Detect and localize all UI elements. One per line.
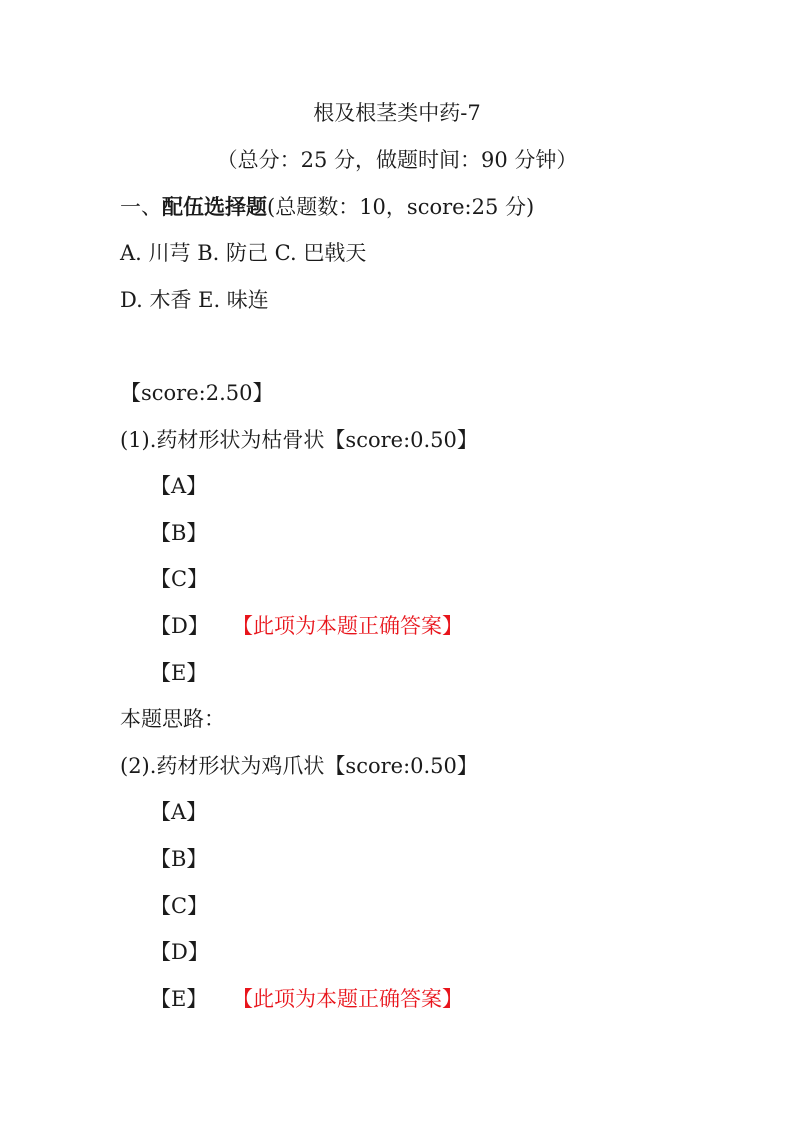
q1-choice-b	[150, 518, 207, 548]
section-heading	[120, 192, 534, 222]
thought-label: 本题思路：	[120, 707, 225, 731]
choice-label: 【B】	[150, 847, 208, 871]
choice-label: 【D】	[150, 614, 209, 638]
choice-label: 【A】	[150, 474, 208, 498]
document-title: 根及根茎类中药-7	[313, 101, 481, 125]
choice-label: 【E】	[150, 661, 208, 685]
choice-label: 【A】	[150, 800, 208, 824]
q2-choice-c	[150, 891, 208, 921]
section-name: 配伍选择题	[162, 194, 267, 219]
q2-choice-e	[150, 984, 550, 1014]
options-row-1: A. 川芎 B. 防己 C. 巴戟天	[120, 241, 367, 265]
choice-label: 【E】	[150, 987, 208, 1011]
choice-label: 【D】	[150, 940, 209, 964]
q2-choice-d	[150, 937, 209, 967]
q2-choice-a	[150, 797, 207, 827]
choice-label: 【B】	[150, 521, 208, 545]
question-1-text: (1).药材形状为枯骨状【score:0.50】	[120, 428, 478, 452]
correct-answer-note: 【此项为本题正确答案】	[232, 987, 463, 1011]
options-row-2: D. 木香 E. 味连	[120, 288, 269, 312]
group-score: 【score:2.50】	[120, 381, 274, 405]
question-2-text: (2).药材形状为鸡爪状【score:0.50】	[120, 754, 478, 778]
q1-choice-d	[150, 611, 550, 641]
section-prefix: 一、	[120, 195, 162, 219]
q2-choice-b	[150, 844, 207, 874]
q1-choice-c	[150, 564, 208, 594]
choice-label: 【C】	[150, 894, 209, 918]
correct-answer-note: 【此项为本题正确答案】	[232, 614, 463, 638]
document-subtitle: （总分：25 分，做题时间：90 分钟）	[216, 148, 578, 172]
q1-choice-a	[150, 471, 207, 501]
choice-label: 【C】	[150, 567, 209, 591]
q1-choice-e	[150, 658, 207, 688]
section-meta: (总题数：10，score:25 分)	[267, 195, 535, 219]
